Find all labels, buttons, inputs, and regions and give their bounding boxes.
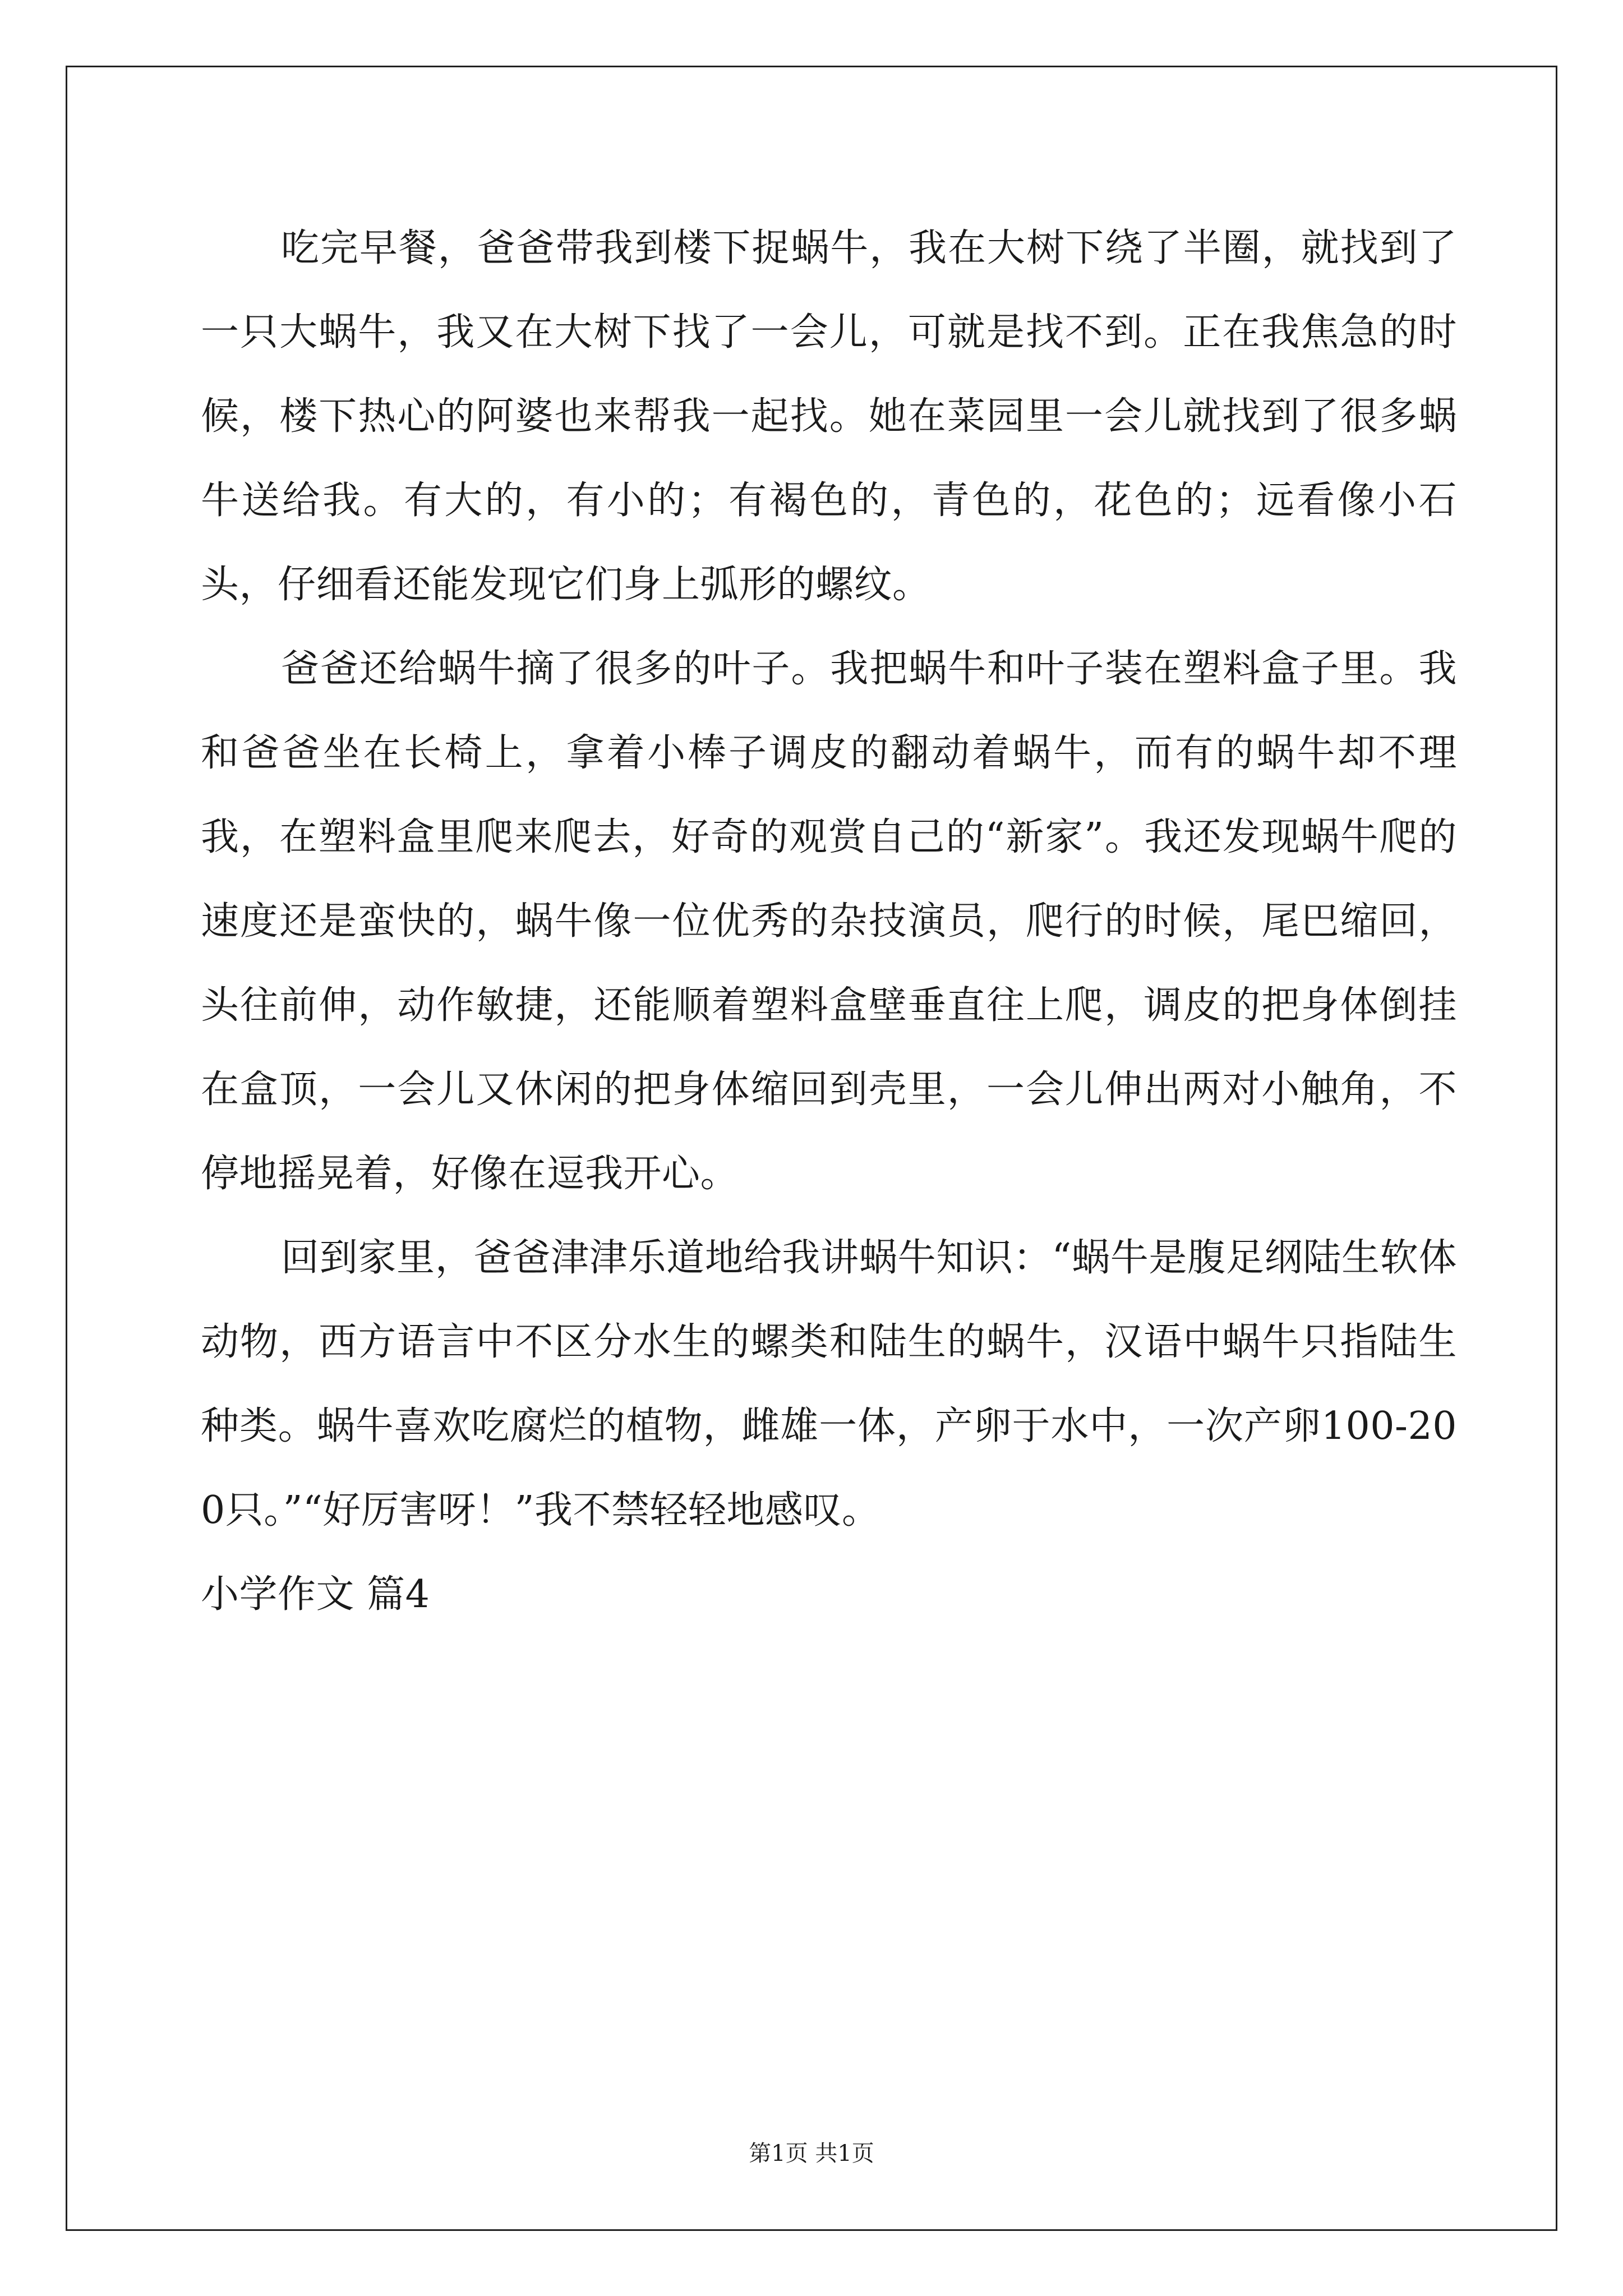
document-body [201,206,1457,1637]
paragraph-1: 吃完早餐，爸爸带我到楼下捉蜗牛，我在大树下绕了半圈，就找到了一只大蜗牛，我又在大树下找了一会儿，可就是找不到。正在我焦急的时候，楼下热心的阿婆也来帮我一起找。她在菜园里一会儿就找到了很多蜗牛送给我。有大的，有小的；有褐色的，青色的，花色的；远看像小石头，仔细看还能发现它们身上弧形的螺纹。 [201,226,1457,607]
section-heading: 小学作文 篇4 [201,1572,430,1617]
paragraph-3: 回到家里，爸爸津津乐道地给我讲蜗牛知识：“蜗牛是腹足纲陆生软体动物，西方语言中不区分水生的螺类和陆生的蜗牛，汉语中蜗牛只指陆生种类。蜗牛喜欢吃腐烂的植物，雌雄一体，产卵于水中，一次产卵100-200只。”“好厉害呀！”我不禁轻轻地感叹。 [201,1236,1457,1533]
paragraph-2: 爸爸还给蜗牛摘了很多的叶子。我把蜗牛和叶子装在塑料盒子里。我和爸爸坐在长椅上，拿着小棒子调皮的翻动着蜗牛，而有的蜗牛却不理我，在塑料盒里爬来爬去，好奇的观赏自己的“新家”。我还发现蜗牛爬的速度还是蛮快的，蜗牛像一位优秀的杂技演员，爬行的时候，尾巴缩回，头往前伸，动作敏捷，还能顺着塑料盒壁垂直往上爬，调皮的把身体倒挂在盒顶，一会儿又休闲的把身体缩回到壳里，一会儿伸出两对小触角，不停地摇晃着，好像在逗我开心。 [201,647,1457,1196]
page-footer: 第1页 共1页 [749,2141,874,2166]
